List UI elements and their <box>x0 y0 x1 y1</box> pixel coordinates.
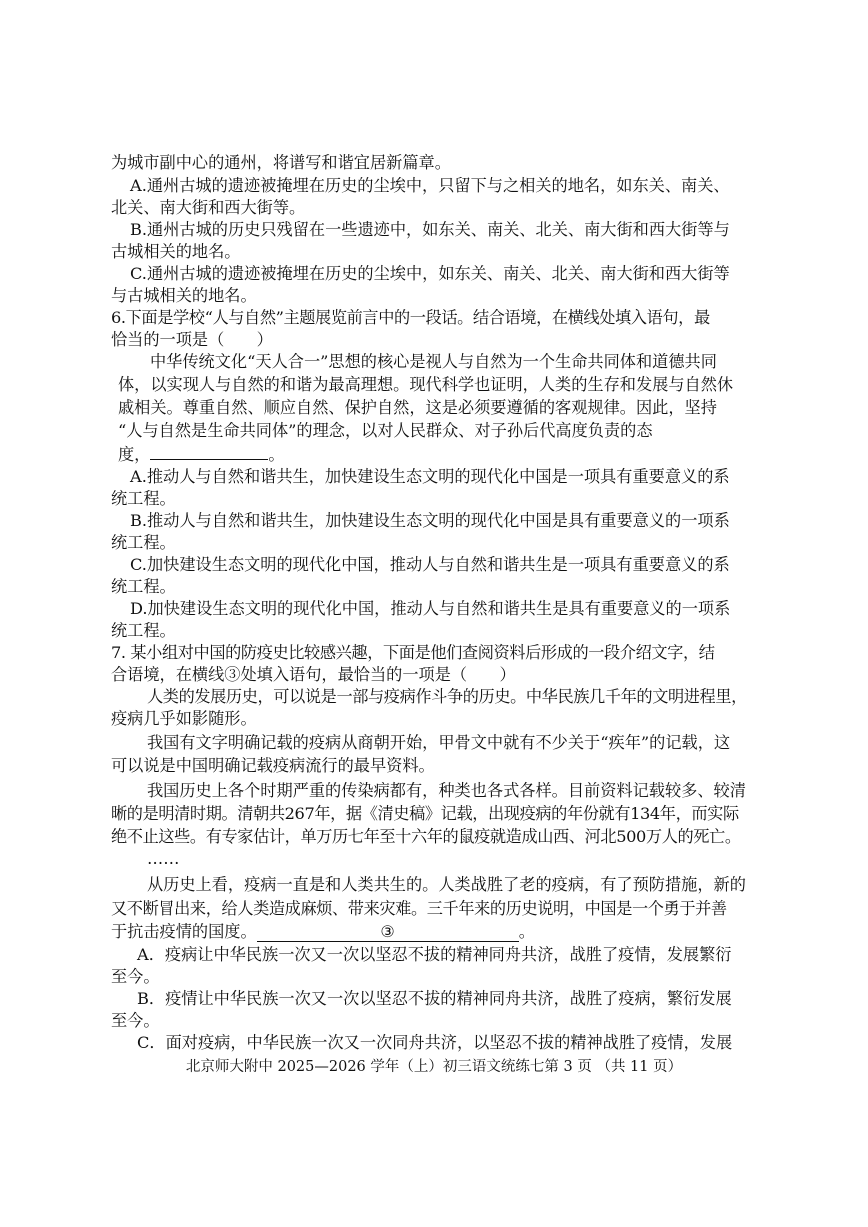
text-line: 与古城相关的地名。 <box>111 286 257 305</box>
option-b-line: B.通州古城的历史只残留在一些遗迹中，如东关、南关、北关、南大街和西大街等与 <box>130 220 730 239</box>
passage-line: 可以说是中国明确记载疫病流行的最早资料。 <box>111 756 435 775</box>
option-d-line: D.加快建设生态文明的现代化中国，推动人与自然和谐共生是具有重要意义的一项系 <box>130 599 731 618</box>
text-line: 统工程。 <box>111 577 176 596</box>
option-a-line: A.推动人与自然和谐共生，加快建设生态文明的现代化中国是一项具有重要意义的系 <box>130 467 730 486</box>
ellipsis: …… <box>147 849 180 868</box>
option-b-line: B.推动人与自然和谐共生，加快建设生态文明的现代化中国是具有重要意义的一项系 <box>130 511 730 530</box>
question-6-stem-cont: 恰当的一项是（ ） <box>111 330 273 349</box>
passage-line-blank <box>111 921 535 943</box>
passage-line: 戚相关。尊重自然、顺应自然、保护自然，这是必须要遵循的客观规律。因此，坚持 <box>118 398 717 417</box>
passage-line-blank <box>118 443 285 466</box>
passage-line: 绝不止这些。有专家估计，单万历七年至十六年的鼠疫就造成山西、河北500万人的死亡。 <box>111 827 741 846</box>
option-a-line: A.通州古城的遗迹被掩埋在历史的尘埃中，只留下与之相关的地名，如东关、南关、 <box>130 176 730 195</box>
page-footer: 北京师大附中 2025—2026 学年（上）初三语文统练七第 3 页 （共 11 页） <box>185 1059 683 1075</box>
passage-line: 从历史上看，疫病一直是和人类共生的。人类战胜了老的疫病，有了预防措施，新的 <box>147 875 746 894</box>
option-c-line: C.通州古城的遗迹被掩埋在历史的尘埃中，如东关、南关、北关、南大街和西大街等 <box>130 264 730 283</box>
question-7-stem: 7. 某小组对中国的防疫史比较感兴趣，下面是他们查阅资料后形成的一段介绍文字，结 <box>111 643 715 662</box>
text-line: 至今。 <box>111 967 160 986</box>
text-line: 统工程。 <box>111 621 176 640</box>
passage-line: 又不断冒出来，给人类造成麻烦、带来灾难。三千年来的历史说明，中国是一个勇于并善 <box>111 899 727 918</box>
passage-text: 。 <box>518 922 535 941</box>
passage-line: 晰的是明清时期。清朝共267年，据《清史稿》记载，出现疫病的年份就有134年，而实际 <box>111 804 739 823</box>
passage-line: 体，以实现人与自然的和谐为最高理想。现代科学也证明，人类的生存和发展与自然休 <box>118 375 734 394</box>
text-line: 统工程。 <box>111 489 176 508</box>
question-7-stem-cont: 合语境，在横线③处填入语句，最恰当的一项是（ ） <box>111 665 516 684</box>
passage-line: 疫病几乎如影随形。 <box>111 709 257 728</box>
text-line: 至今。 <box>111 1011 160 1030</box>
passage-text: 于抗击疫情的国度。 <box>111 922 257 941</box>
option-a-line: A．疫病让中华民族一次又一次以坚忍不拔的精神同舟共济，战胜了疫情，发展繁衍 <box>137 945 732 964</box>
passage-line: 中华传统文化“天人合一”思想的核心是视人与自然为一个生命共同体和道德共同 <box>150 352 717 371</box>
passage-line: “人与自然是生命共同体”的理念，以对人民群众、对子孙后代高度负责的态 <box>118 421 653 440</box>
text-line: 北关、南大街和西大街等。 <box>111 198 306 217</box>
question-6-stem: 6.下面是学校“人与自然”主题展览前言中的一段话。结合语境，在横线处填入语句，最 <box>111 308 710 327</box>
option-c-line: C．面对疫病，中华民族一次又一次同舟共济，以坚忍不拔的精神战胜了疫情，发展 <box>137 1033 733 1052</box>
text-line: 古城相关的地名。 <box>111 242 241 261</box>
fill-blank <box>150 443 268 460</box>
passage-text: 。 <box>268 445 285 464</box>
passage-line: 我国历史上各个时期严重的传染病都有，种类也各式各样。目前资料记载较多、较清 <box>147 781 746 800</box>
fill-blank-3: ③ <box>257 923 519 942</box>
passage-text: 度， <box>118 445 151 464</box>
passage-line: 我国有文字明确记载的疫病从商朝开始，甲骨文中就有不少关于“疾年”的记载，这 <box>147 733 731 752</box>
text-line: 统工程。 <box>111 533 176 552</box>
text-line: 为城市副中心的通州，将谱写和谐宜居新篇章。 <box>111 153 451 172</box>
passage-line: 人类的发展历史，可以说是一部与疫病作斗争的历史。中华民族几千年的文明进程里， <box>147 687 747 706</box>
option-c-line: C.加快建设生态文明的现代化中国，推动人与自然和谐共生是一项具有重要意义的系 <box>130 555 730 574</box>
option-b-line: B．疫情让中华民族一次又一次以坚忍不拔的精神同舟共济，战胜了疫病，繁衍发展 <box>137 989 732 1008</box>
